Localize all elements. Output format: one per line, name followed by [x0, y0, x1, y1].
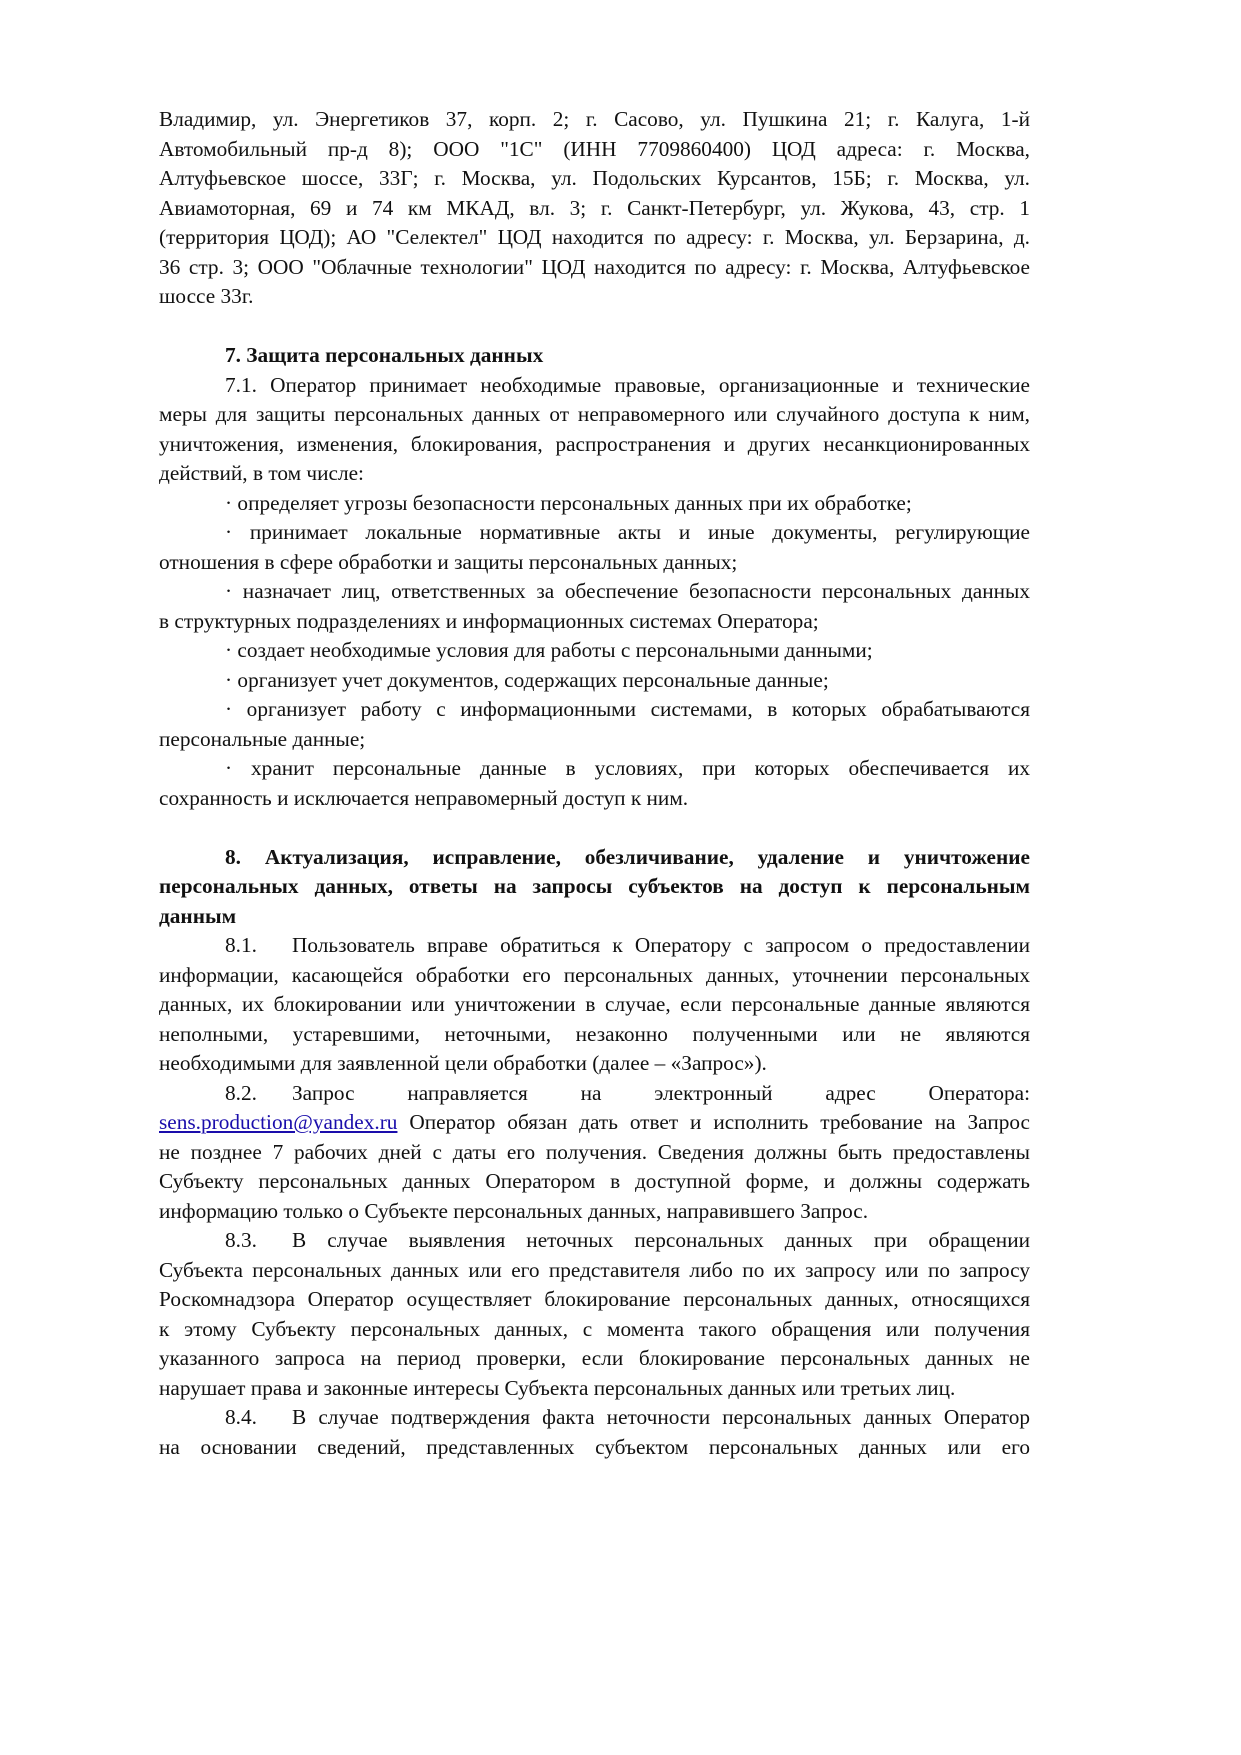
line-text: Оператор обязан дать ответ и исполнить требование на Запрос [397, 1110, 1030, 1134]
section-heading-line [159, 872, 1030, 902]
text-line [159, 1049, 1030, 1079]
line-text: информации, касающейся обработки его персональных данных, уточнении персональных [159, 962, 1030, 987]
text-line [159, 1344, 1030, 1374]
line-text: · определяет угрозы безопасности персональных данных при их обработке; [225, 490, 912, 515]
line-text: · принимает локальные нормативные акты и иные документы, регулирующие [225, 520, 1030, 544]
text-line [159, 1138, 1030, 1168]
text-line [159, 607, 1030, 637]
text-line [159, 990, 1030, 1020]
line-text: · организует учет документов, содержащих персональные данные; [225, 667, 829, 692]
line-text: · хранит персональные данные в условиях, при которых обеспечивается их [225, 756, 1030, 780]
text-line [159, 164, 1030, 194]
line-text: шоссе 33г. [159, 284, 254, 308]
line-text: Роскомнадзора Оператор осуществляет блокирование персональных данных, относящихся [159, 1287, 1030, 1311]
text-line [159, 489, 1030, 519]
text-line [159, 1020, 1030, 1050]
line-text: Субъекту персональных данных Оператором в доступной форме, и должны содержать [159, 1169, 1030, 1193]
line-text: не позднее 7 рабочих дней с даты его получения. Сведения должны быть предоставлены [159, 1139, 1030, 1164]
text-line [159, 636, 1030, 666]
text-line [159, 105, 1030, 135]
line-text: отношения в сфере обработки и защиты персональных данных; [159, 549, 738, 574]
line-text: 7. Защита персональных данных [225, 343, 544, 367]
line-text: (территория ЦОД); АО "Селектел" ЦОД находится по адресу: г. Москва, ул. Берзарина, д. [159, 225, 1030, 249]
text-line [159, 371, 1030, 401]
line-text: действий, в том числе: [159, 461, 364, 485]
line-text: В случае подтверждения факта неточности персональных данных Оператор [292, 1405, 1030, 1429]
text-line [159, 813, 1030, 843]
line-text: на основании сведений, представленных субъектом персональных данных или его [159, 1434, 1030, 1459]
line-text: нарушает права и законные интересы Субъекта персональных данных или третьих лиц. [159, 1375, 956, 1400]
line-text: · создает необходимые условия для работы с персональными данными; [225, 638, 873, 662]
line-text: персональных данных, ответы на запросы субъектов на доступ к персональным [159, 874, 1030, 898]
clause-number: 8.3. [225, 1228, 257, 1252]
text-line [159, 1285, 1030, 1315]
text-line [159, 223, 1030, 253]
text-line [159, 282, 1030, 312]
line-text: 36 стр. 3; ООО "Облачные технологии" ЦОД находится по адресу: г. Москва, Алтуфьевское [159, 254, 1030, 279]
email-link[interactable]: sens.production@yandex.ru [159, 1110, 398, 1134]
text-line [159, 194, 1030, 224]
section-heading-line [159, 902, 1030, 932]
text-line [159, 518, 1030, 548]
clause-number: 8.2. [225, 1080, 257, 1105]
text-line [159, 754, 1030, 784]
text-line [159, 400, 1030, 430]
text-line [159, 577, 1030, 607]
line-text: необходимыми для заявленной цели обработки (далее – «Запрос»). [159, 1051, 767, 1075]
text-line [159, 1079, 1030, 1109]
text-line [159, 1167, 1030, 1197]
text-line [159, 312, 1030, 342]
text-line [159, 1108, 1030, 1138]
text-line [159, 548, 1030, 578]
text-line [159, 1226, 1030, 1256]
line-text: Авиамоторная, 69 и 74 км МКАД, вл. 3; г. Санкт-Петербург, ул. Жукова, 43, стр. 1 [159, 195, 1030, 220]
text-line [159, 135, 1030, 165]
line-text: Пользователь вправе обратиться к Оператору с запросом о предоставлении [292, 933, 1030, 957]
line-text: меры для защиты персональных данных от неправомерного или случайного доступа к ним, [159, 402, 1030, 426]
text-line [159, 1315, 1030, 1345]
line-text: неполными, устаревшими, неточными, незаконно полученными или не являются [159, 1021, 1030, 1046]
line-text: уничтожения, изменения, блокирования, распространения и других несанкционированных [159, 431, 1030, 456]
text-line [159, 1374, 1030, 1404]
text-line [159, 961, 1030, 991]
line-text: Субъекта персональных данных или его представителя либо по их запросу или по запросу [159, 1257, 1030, 1282]
clause-number: 8.4. [225, 1405, 257, 1429]
line-text: В случае выявления неточных персональных данных при обращении [292, 1228, 1030, 1252]
line-text: Владимир, ул. Энергетиков 37, корп. 2; г. Сасово, ул. Пушкина 21; г. Калуга, 1-й [159, 107, 1030, 131]
text-line [159, 253, 1030, 283]
line-text: · организует работу с информационными системами, в которых обрабатываются [225, 697, 1030, 721]
line-text: · назначает лиц, ответственных за обеспечение безопасности персональных данных [225, 579, 1030, 603]
line-text: 7.1. Оператор принимает необходимые правовые, организационные и технические [225, 372, 1030, 397]
text-line [159, 1433, 1030, 1463]
section-heading-line [159, 843, 1030, 873]
line-text: Алтуфьевское шоссе, 33Г; г. Москва, ул. Подольских Курсантов, 15Б; г. Москва, ул. [159, 166, 1030, 190]
text-line [159, 430, 1030, 460]
line-text: к этому Субъекту персональных данных, с момента такого обращения или получения [159, 1316, 1030, 1341]
line-text: данным [159, 903, 237, 928]
text-line [159, 931, 1030, 961]
text-line [159, 459, 1030, 489]
line-text: сохранность и исключается неправомерный доступ к ним. [159, 785, 689, 810]
text-line [159, 725, 1030, 755]
text-line [159, 1197, 1030, 1227]
section-heading-line [159, 341, 1030, 371]
text-line [159, 695, 1030, 725]
line-text: в структурных подразделениях и информационных системах Оператора; [159, 608, 819, 633]
line-text: персональные данные; [159, 726, 366, 751]
line-text: указанного запроса на период проверки, если блокирование персональных данных не [159, 1346, 1030, 1370]
clause-number: 8.1. [225, 933, 257, 957]
text-line [159, 666, 1030, 696]
text-line [159, 1256, 1030, 1286]
line-text: данных, их блокировании или уничтожении в случае, если персональные данные являются [159, 992, 1030, 1016]
line-text: информацию только о Субъекте персональных данных, направившего Запрос. [159, 1198, 869, 1223]
line-text: Запрос направляется на электронный адрес Оператора: [292, 1080, 1030, 1105]
line-text: Автомобильный пр-д 8); ООО "1С" (ИНН 7709860400) ЦОД адреса: г. Москва, [159, 136, 1030, 161]
line-text: 8. Актуализация, исправление, обезличивание, удаление и уничтожение [225, 844, 1030, 869]
text-line [159, 1403, 1030, 1433]
document-page [159, 105, 1030, 1462]
text-line [159, 784, 1030, 814]
